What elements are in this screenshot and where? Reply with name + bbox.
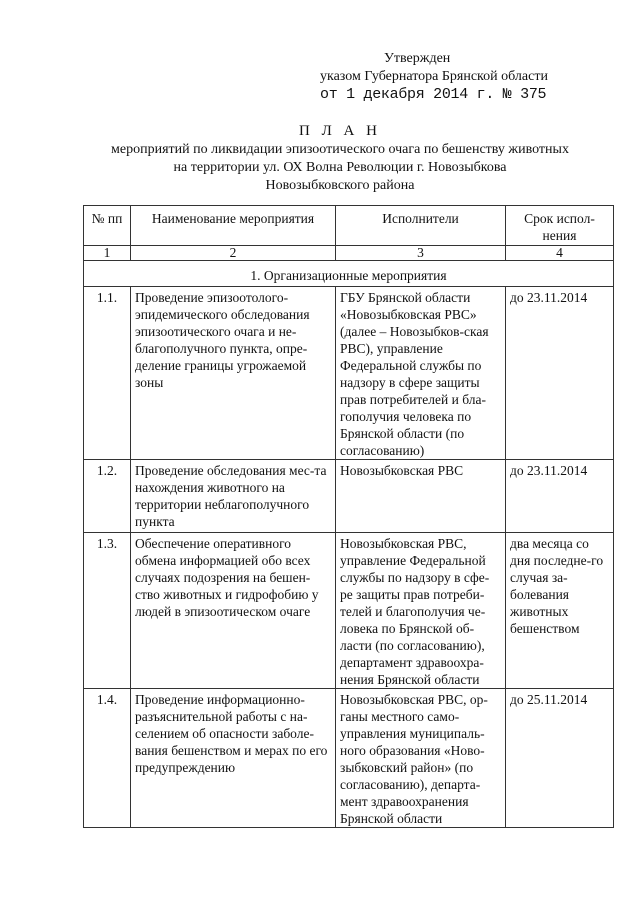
approval-line-decree: указом Губернатора Брянской области: [320, 69, 548, 84]
plan-heading: П Л А Н: [299, 123, 381, 139]
column-number-row: [84, 246, 614, 261]
approval-line-approved: Утвержден: [384, 51, 451, 66]
row-number: 1.3.: [84, 533, 131, 689]
table-header-row: [84, 206, 614, 246]
column-number: 4: [506, 246, 614, 261]
column-header-deadline: Срок испол-нения: [506, 206, 614, 246]
column-number: 1: [84, 246, 131, 261]
section-title: 1. Организационные мероприятия: [84, 261, 614, 287]
measure-deadline: до 23.11.2014: [506, 460, 614, 533]
column-header-number: № пп: [84, 206, 131, 246]
measure-deadline: до 25.11.2014: [506, 689, 614, 828]
measure-executors: Новозыбковская РВС, управление Федеральной службы по надзору в сфе-ре защиты прав потреби-телей и благополучия че-ловека по Брянской об-ласти (по согласованию), департамент здравоохра-нения Брянской области: [336, 533, 506, 689]
column-number: 3: [336, 246, 506, 261]
measure-executors: Новозыбковская РВС, ор-ганы местного само-управления муниципаль-ного образования «Ново-зыбковский район» (по согласованию), департа-мент здравоохранения Брянской области: [336, 689, 506, 828]
document-title: [60, 122, 620, 195]
column-header-executors: Исполнители: [336, 206, 506, 246]
measure-deadline: два месяца со дня последне-го случая за-болевания животных бешенством: [506, 533, 614, 689]
measure-name: Обеспечение оперативного обмена информацией обо всех случаях подозрения на бешен-ство животных и гидрофобию у людей в эпизоотическом очаге: [131, 533, 336, 689]
title-line: мероприятий по ликвидации эпизоотического очага по бешенству животных: [111, 142, 569, 157]
column-number: 2: [131, 246, 336, 261]
table-row: [84, 533, 614, 689]
table-row: [84, 460, 614, 533]
measure-executors: Новозыбковская РВС: [336, 460, 506, 533]
column-header-name: Наименование мероприятия: [131, 206, 336, 246]
measure-name: Проведение обследования мес-та нахождения животного на территории неблагополучного пункта: [131, 460, 336, 533]
measure-name: Проведение эпизоотолого-эпидемического обследования эпизоотического очага и не-благополучного пункта, опре-деление границы угрожаемой зоны: [131, 287, 336, 460]
table-row: [84, 287, 614, 460]
approval-line-date-number: от 1 декабря 2014 г. № 375: [320, 86, 547, 103]
title-line: Новозыбковского района: [265, 178, 415, 193]
title-line: на территории ул. ОХ Волна Революции г. Новозыбкова: [173, 160, 507, 175]
table-row: [84, 689, 614, 828]
measure-deadline: до 23.11.2014: [506, 287, 614, 460]
row-number: 1.4.: [84, 689, 131, 828]
measures-table: [83, 205, 614, 828]
row-number: 1.1.: [84, 287, 131, 460]
row-number: 1.2.: [84, 460, 131, 533]
section-row: [84, 261, 614, 287]
measure-name: Проведение информационно-разъяснительной работы с на-селением об опасности заболе-вания бешенством и мерах по его предупреждению: [131, 689, 336, 828]
approval-stamp: [320, 50, 548, 104]
measure-executors: ГБУ Брянской области «Новозыбковская РВС» (далее – Новозыбков-ская РВС), управление Федеральной службы по надзору в сфере защиты прав потребителей и бла-гополучия человека по Брянской области (по согласованию): [336, 287, 506, 460]
